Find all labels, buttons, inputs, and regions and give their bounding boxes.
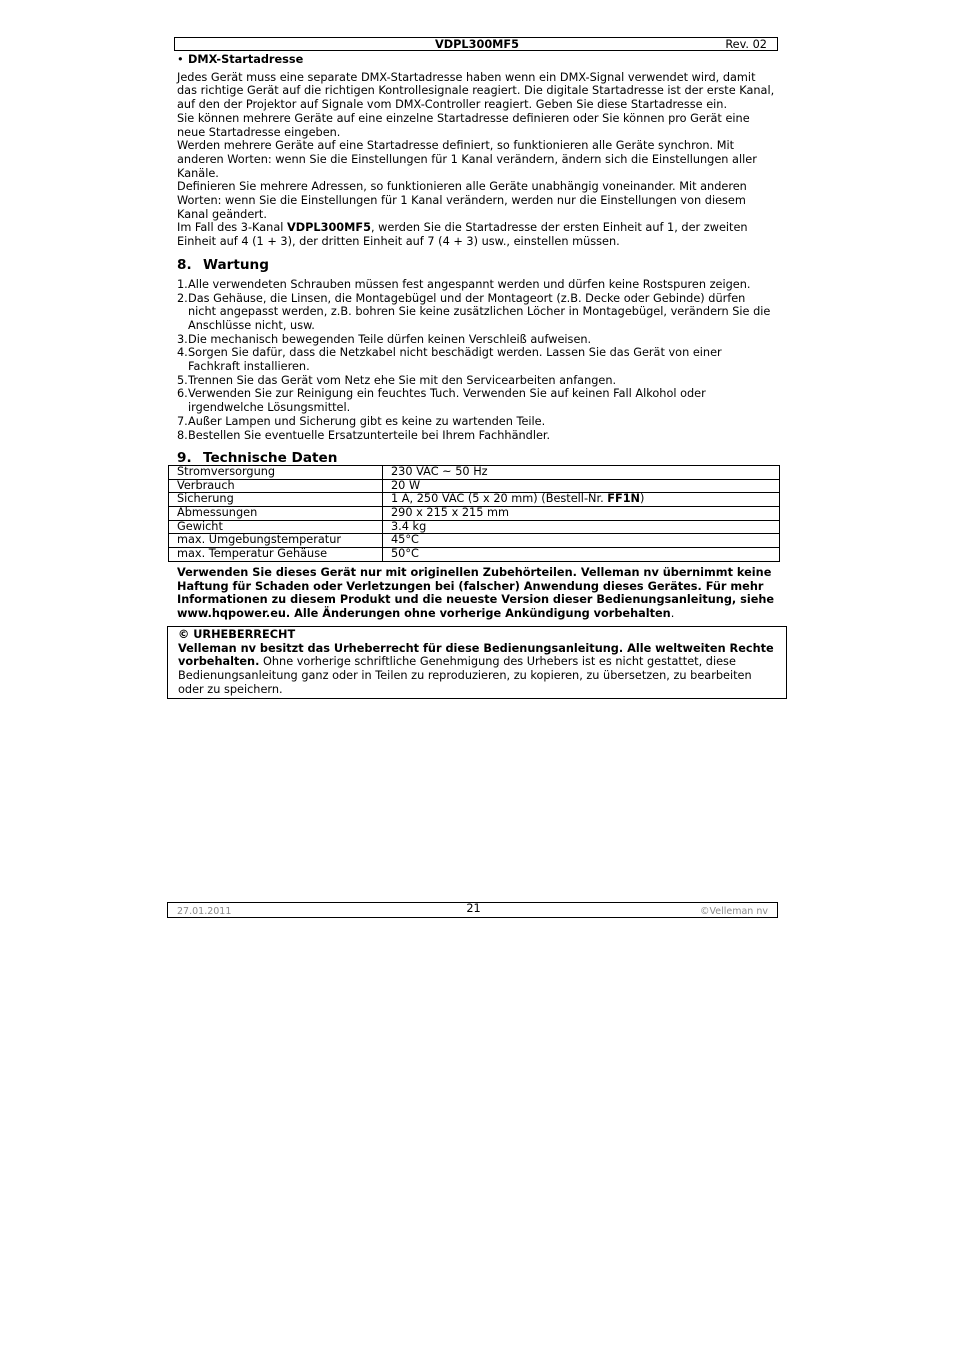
dmx-example-post: , werden Sie die Startadresse der ersten Einheit auf 1, der zweiten Einheit auf 4 (1 + 3), der dritten Einheit auf 7 (4 + 3) usw., einstellen müssen. [177, 221, 748, 249]
model-name: VDPL300MF5 [435, 38, 519, 51]
item-number: 4. [177, 346, 188, 360]
warning-text [177, 566, 777, 621]
spec-key: Verbrauch [169, 479, 383, 493]
warning-tail: . [670, 607, 675, 621]
dmx-title: DMX-Startadresse [188, 53, 304, 66]
item-text: Das Gehäuse, die Linsen, die Montagebügel und der Montageort (z.B. Decke oder Gebinde) dürfen nicht angepasst werden, z.B. bohren Sie keine zusätzlichen Löcher in Montagebügel, verändern Sie die Anschlüsse nicht, usw. [188, 291, 771, 332]
page-number: 21 [466, 902, 481, 915]
footer-date: 27.01.2011 [177, 906, 232, 917]
spec-key: Stromversorgung [169, 466, 383, 480]
list-item [177, 374, 777, 388]
item-number: 1. [177, 277, 188, 291]
item-text: Alle verwendeten Schrauben müssen fest angespannt werden und dürfen keine Rostspuren zeigen. [188, 277, 751, 291]
item-number: 8. [177, 428, 188, 442]
list-item [177, 278, 777, 292]
copyright-title: © URHEBERRECHT [178, 628, 296, 641]
section-title: Technische Daten [203, 450, 338, 467]
spec-value: 3.4 kg [383, 520, 780, 534]
spec-value: 45°C [383, 534, 780, 548]
spec-key: Sicherung [169, 493, 383, 507]
table-row [169, 507, 780, 521]
item-text: Außer Lampen und Sicherung gibt es keine zu wartenden Teile. [188, 414, 546, 428]
dmx-example-pre: Im Fall des 3-Kanal [177, 221, 287, 235]
dmx-example-model: VDPL300MF5 [286, 221, 371, 235]
section-heading-technische-daten [177, 450, 777, 466]
item-text: Sorgen Sie dafür, dass die Netzkabel nicht beschädigt werden. Lassen Sie das Gerät von einer Fachkraft installieren. [188, 346, 722, 374]
item-text: Verwenden Sie zur Reinigung ein feuchtes Tuch. Verwenden Sie auf keinen Fall Alkohol oder irgendwelche Lösungsmittel. [188, 387, 706, 415]
list-item [177, 387, 777, 414]
spec-key: max. Temperatur Gehäuse [169, 548, 383, 562]
dmx-paragraph: Jedes Gerät muss eine separate DMX-Startadresse haben wenn ein DMX-Signal verwendet wird, damit das richtige Gerät auf die richtigen Kontrollesignale reagiert. Die digitale Startadresse ist der erste Kanal, auf den der Projektor auf Signale vom DMX-Controller reagiert. Geben Sie diese Startadresse ein. [177, 70, 775, 112]
item-number: 6. [177, 387, 188, 401]
spec-value: 230 VAC ~ 50 Hz [383, 466, 780, 480]
list-item [177, 346, 777, 373]
table-row [169, 466, 780, 480]
copyright-text: Ohne vorherige schriftliche Genehmigung des Urhebers ist es nicht gestattet, diese Bedienungsanleitung ganz oder in Teilen zu reproduzieren, zu kopieren, zu übersetzen, zu bearbeiten oder zu speichern. [178, 655, 752, 696]
list-item [177, 429, 777, 443]
dmx-paragraph: Sie können mehrere Geräte auf eine einzelne Startadresse definieren oder Sie können pro Gerät eine neue Startadresse eingeben. [177, 111, 750, 139]
item-text: Bestellen Sie eventuelle Ersatzunterteile bei Ihrem Fachhändler. [188, 428, 551, 442]
copyright-body [178, 642, 776, 697]
dmx-heading [177, 53, 777, 67]
revision: Rev. 02 [725, 38, 767, 51]
list-item [177, 415, 777, 429]
table-row [169, 548, 780, 562]
section-number: 9. [177, 450, 192, 467]
page-footer [167, 902, 778, 918]
dmx-paragraph: Werden mehrere Geräte auf eine Startadresse definiert, so funktionieren alle Geräte synchron. Mit anderen Worten: wenn Sie die Einstellungen für 1 Kanal verändern, ändern sich die Einstellungen aller Kanäle. [177, 139, 757, 180]
main-content [177, 53, 777, 471]
dmx-paragraph: Definieren Sie mehrere Adressen, so funktionieren alle Geräte unabhängig voneinander. Mit anderen Worten: wenn Sie die Einstellungen für 1 Kanal verändern, werden nur die Einstellungen von diesem Kanal geändert. [177, 180, 747, 221]
spec-table [168, 465, 780, 562]
copyright-box [167, 626, 787, 699]
item-number: 2. [177, 291, 188, 305]
spec-value: 290 x 215 x 215 mm [383, 507, 780, 521]
list-item [177, 292, 777, 333]
section-number: 8. [177, 256, 192, 273]
section-heading-wartung [177, 257, 777, 273]
spec-key: Abmessungen [169, 507, 383, 521]
item-text: Die mechanisch bewegenden Teile dürfen keinen Verschleiß aufweisen. [188, 332, 592, 346]
spec-key: max. Umgebungstemperatur [169, 534, 383, 548]
spec-value-text: 1 A, 250 VAC (5 x 20 mm) (Bestell-Nr. [391, 492, 608, 506]
spec-key: Gewicht [169, 520, 383, 534]
section-title: Wartung [203, 256, 269, 273]
bullet-icon: • [177, 53, 184, 66]
maintenance-list [177, 278, 777, 442]
spec-value-close: ) [640, 492, 645, 506]
footer-copyright: ©Velleman nv [700, 906, 768, 917]
table-row [169, 479, 780, 493]
spec-order-number: FF1N [607, 492, 641, 506]
item-number: 5. [177, 373, 188, 387]
table-row [169, 520, 780, 534]
spec-value: 20 W [383, 479, 780, 493]
item-text: Trennen Sie das Gerät vom Netz ehe Sie mit den Servicearbeiten anfangen. [188, 373, 617, 387]
table-row [169, 534, 780, 548]
table-row [169, 493, 780, 507]
dmx-paragraph-example [177, 221, 777, 248]
spec-value [383, 493, 780, 507]
page-header [174, 37, 778, 51]
list-item [177, 333, 777, 347]
item-number: 3. [177, 332, 188, 346]
copyright-bold: Velleman nv besitzt das Urheberrecht für diese Bedienungsanleitung. Alle weltweiten Rechte vorbehalten. [178, 641, 774, 669]
warning-bold: Verwenden Sie dieses Gerät nur mit originellen Zubehörteilen. Velleman nv übernimmt keine Haftung für Schaden oder Verletzungen bei (falscher) Anwendung dieses Gerätes. Für mehr Informationen zu diesem Produkt und die neueste Version dieser Bedienungsanleitung, siehe www.hqpower.eu. Alle Änderungen ohne vorherige Ankündigung vorbehalten [177, 566, 775, 621]
spec-value: 50°C [383, 548, 780, 562]
item-number: 7. [177, 414, 188, 428]
